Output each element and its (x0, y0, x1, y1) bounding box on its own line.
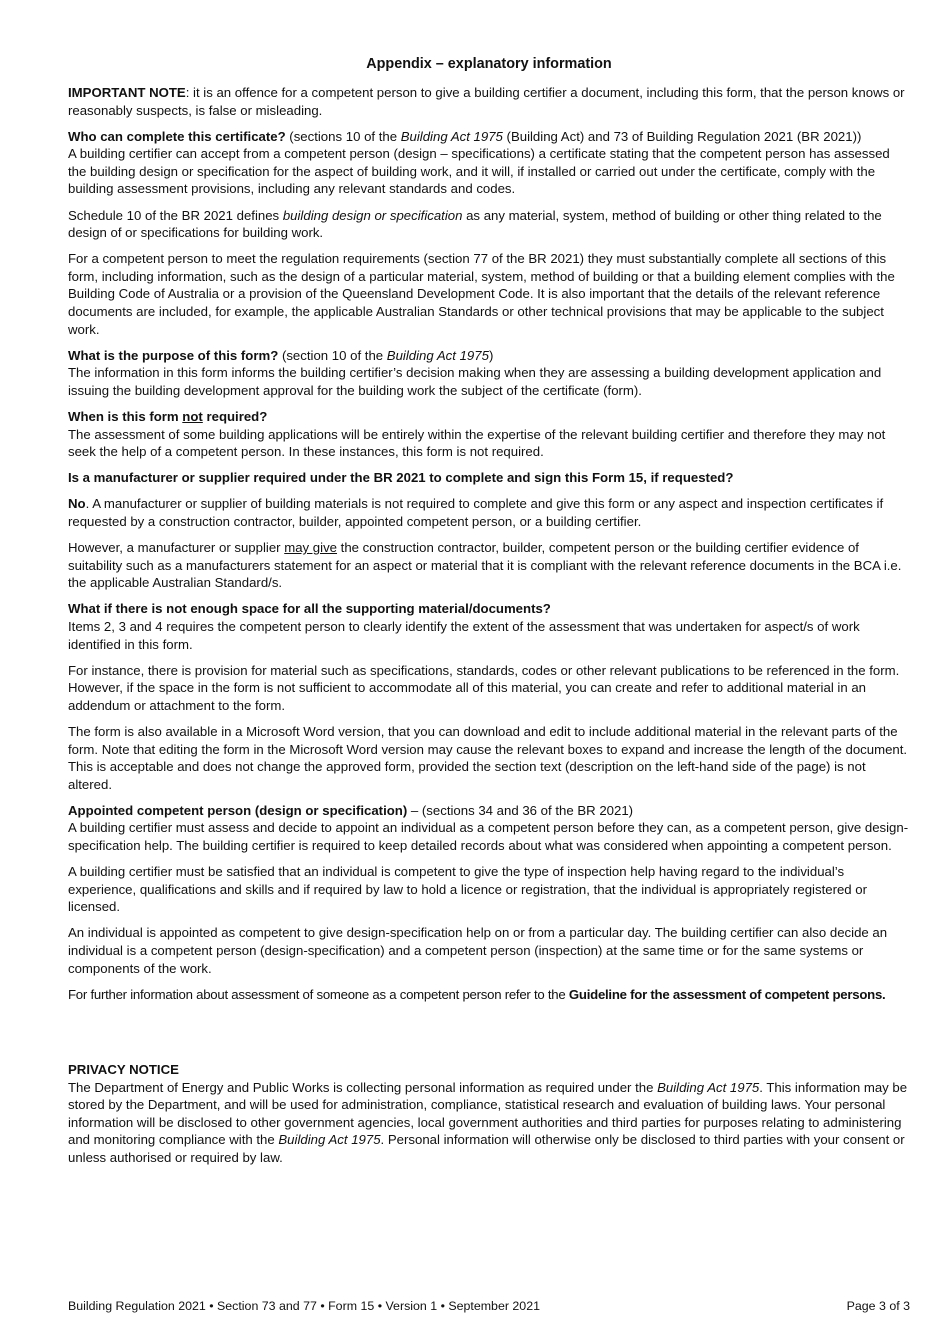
heading-part: When is this form (68, 409, 183, 424)
appointed-section (68, 802, 910, 855)
appointed-heading: Appointed competent person (design or specification) (68, 802, 408, 818)
privacy-text: . Personal information will otherwise only be disclosed to third parties with your consent or unless authorised or required by law. (68, 1132, 905, 1165)
page-number: Page 3 of 3 (846, 1299, 910, 1313)
space-paragraph-3: The form is also available in a Microsoft Word version, that you can download and edit to include additional material in the relevant parts of the form. Note that editing the form in the Microsoft Word version may cause the relevant boxes to expand and increase the length of the document. This is acceptable and does not change the approved form, provided the section text (description on the left-hand side of the page) is not altered. (68, 723, 908, 792)
guideline-reference: Guideline for the assessment of competent persons. (568, 986, 886, 1002)
space-paragraph-2: For instance, there is provision for material such as specifications, standards, codes or other relevant publications to be referenced in the form. However, if the space in the form is not sufficient to accommodate all of this material, you can create and refer to additional material in an addendum or attachment to the form. (68, 662, 900, 713)
schedule-paragraph (68, 207, 910, 242)
however-text: However, a manufacturer or supplier (68, 540, 285, 556)
manufacturer-heading: Is a manufacturer or supplier required under the BR 2021 to complete and sign this Form 15, if requested? (68, 470, 734, 486)
who-body: A building certifier can accept from a competent person (design – specifications) a certificate stating that the competent person has assessed the building design or specification for the aspect of building work, and it will, if installed or carried out under the certificate, comply with the building assessment provisions, including any relevant standards and codes. (68, 146, 890, 197)
footer-form-info: Building Regulation 2021 • Section 73 and 77 • Form 15 • Version 1 • September 2021 (68, 1299, 540, 1313)
purpose-body: The information in this form informs the building certifier’s decision making when they are assessing a building development application and issuing the building development approval for the building work the subject of the certificate (form). (68, 365, 882, 398)
further-info-paragraph (68, 986, 910, 1004)
who-can-complete-section (68, 128, 910, 198)
page-title: Appendix – explanatory information (366, 56, 612, 72)
important-note (68, 84, 910, 119)
appointed-ref: – (sections 34 and 36 of the BR 2021) (407, 802, 634, 818)
manufacturer-no-paragraph (68, 495, 910, 530)
not-required-body: The assessment of some building applications will be entirely within the expertise of the relevant building certifier and therefore they may not seek the help of a competent person. In these instances, this form is not required. (68, 426, 886, 460)
manufacturer-however-paragraph (68, 539, 910, 592)
appendix-content (68, 84, 910, 1012)
act-name: Building Act 1975 (386, 347, 489, 363)
purpose-section (68, 347, 910, 400)
important-note-text: : it is an offence for a competent person to give a building certifier a document, including this form, that the person knows or reasonably suspects, is false or misleading. (68, 85, 905, 118)
no-body: . A manufacturer or supplier of building materials is not required to complete and give this form or any aspect and inspection certificates if requested by a construction contractor, builder, appointed competent person, or a building certifier. (68, 496, 884, 529)
space-section (68, 600, 910, 653)
privacy-text: The Department of Energy and Public Works is collecting personal information as required under the (68, 1079, 658, 1095)
space-body: Items 2, 3 and 4 requires the competent person to clearly identify the extent of the assessment that was undertaken for aspect/s of work identified in this form. (68, 618, 860, 652)
heading-underlined: not (182, 409, 203, 424)
important-note-label: IMPORTANT NOTE (68, 85, 186, 100)
privacy-text: . This information may be stored by the Department, and will be used for administration, compliance, statistical research and evaluation of building laws. Your personal information will be disclosed to other government agencies, local government authorities and third parties for purposes relating to administering and monitoring compliance with the (68, 1079, 908, 1148)
schedule-text-tail: as any material, system, method of building or other thing related to the design of or specifications for building work. (68, 207, 882, 241)
purpose-ref: (section 10 of the (278, 347, 387, 363)
appointed-paragraph-2: A building certifier must be satisfied that an individual is competent to give the type of inspection help having regard to the individual’s experience, qualifications and skills and if required by law to hold a licence or registration, that the individual is appropriately registered or licensed. (68, 864, 868, 915)
schedule-text: Schedule 10 of the BR 2021 defines (68, 207, 283, 223)
who-ref-tail: (Building Act) and 73 of Building Regulation 2021 (BR 2021)) (502, 128, 862, 144)
further-text: For further information about assessment of someone as a competent person refer to the (68, 986, 569, 1002)
who-heading: Who can complete this certificate? (68, 128, 286, 144)
page-footer (68, 1298, 910, 1316)
act-name: Building Act 1975 (278, 1132, 381, 1148)
no-label: No (68, 496, 86, 512)
not-required-heading (68, 409, 267, 424)
appointed-body: A building certifier must assess and decide to appoint an individual as a competent person before they can, as a competent person, give design-specification help. The building certifier is required to keep detailed records about what was considered when appointing a competent person. (68, 820, 909, 853)
who-ref: (sections 10 of the (285, 128, 401, 144)
purpose-ref-tail: ) (488, 347, 494, 363)
privacy-heading: PRIVACY NOTICE (68, 1062, 179, 1077)
purpose-heading: What is the purpose of this form? (68, 347, 279, 363)
appointed-paragraph-3: An individual is appointed as competent to give design-specification help on or from a particular day. The building certifier can also decide an individual is a competent person (design-specification) and a competent person (inspection) at the same time or for the same systems or components of the work. (68, 925, 888, 976)
schedule-term: building design or specification (282, 207, 463, 223)
space-heading: What if there is not enough space for all the supporting material/documents? (68, 601, 551, 617)
privacy-notice (68, 1061, 910, 1167)
heading-part: required? (202, 409, 268, 424)
regulation-paragraph: For a competent person to meet the regulation requirements (section 77 of the BR 2021) they must substantially complete all sections of this form, including information, such as the design of a particular material, system, method of building or that a building element complies with the Building Code of Australia or a provision of the Queensland Development Code. It is also important that the details of the relevant reference documents are included, for example, the applicable Australian Standards or other technical provisions that may be applicable to the subject work. (68, 251, 895, 337)
act-name: Building Act 1975 (657, 1079, 760, 1095)
however-underlined: may give (284, 540, 338, 556)
act-name: Building Act 1975 (400, 128, 503, 144)
not-required-section (68, 408, 910, 461)
however-text-tail: the construction contractor, builder, competent person or the building certifier evidence of suitability such as a manufacturers statement for an aspect or material that it is compliant with the relevant reference documents in the BCA i.e. the applicable Australian Standard/s. (68, 540, 902, 591)
